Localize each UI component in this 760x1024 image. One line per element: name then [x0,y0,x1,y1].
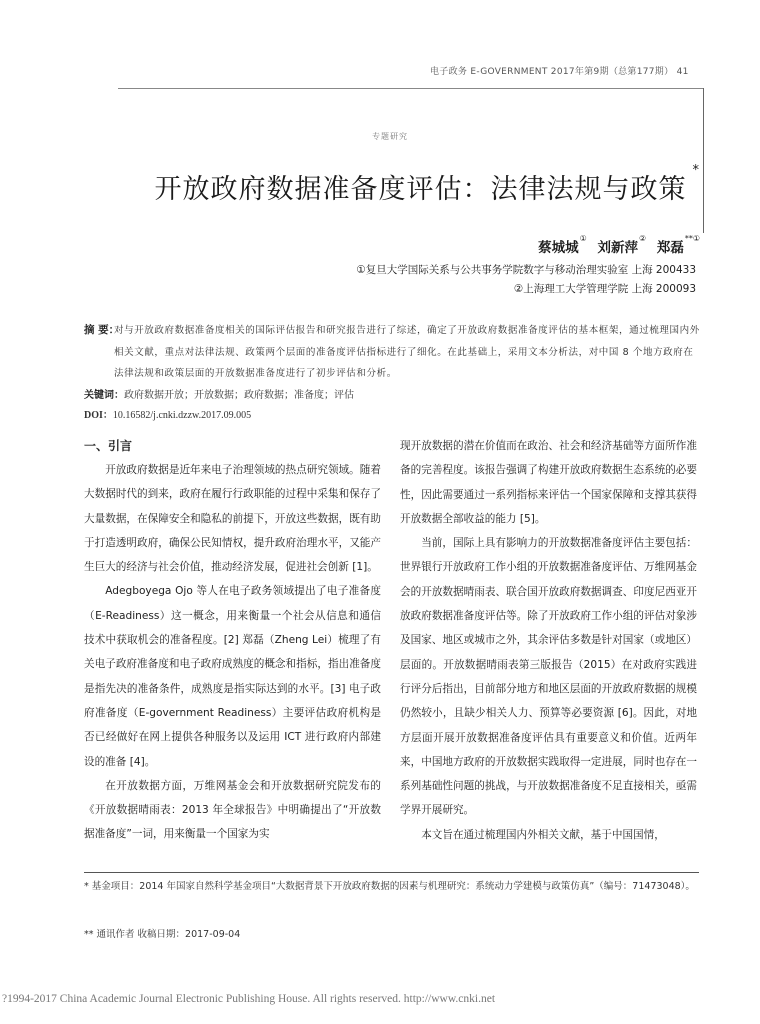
author-list [0,233,700,256]
author-name: 刘新萍 [597,240,638,256]
body-paragraph: 现开放数据的潜在价值而在政治、社会和经济基础等方面所作准备的完善程度。该报告强调了构建开放政府数据生态系统的必要性，因此需要通过一系列指标来评估一个国家保障和支撑其获得开放数据全部收益的能力 [5]。 [400,440,697,525]
body-paragraph: 开放政府数据是近年来电子治理领域的热点研究领域。随着大数据时代的到来，政府在履行行政职能的过程中采集和保存了大量数据，在保障安全和隐私的前提下，开放这些数据，既有助于打造透明政府，确保公民知情权，提升政府治理水平，又能产生巨大的经济与社会价值，推动经济发展，促进社会创新 [1]。 [84,464,381,574]
body-paragraph: 本文旨在通过梳理国内外相关文献，基于中国国情， [421,828,665,841]
abstract-text: 对与开放政府数据准备度相关的国际评估报告和研究报告进行了综述，确定了开放政府数据准备度评估的基本框架，通过梳理国内外相关文献，重点对法律法规、政策两个层面的准备度评估指标进行了细化。在此基础上，采用文本分析法，对中国 8 个地方政府在法律法规和政策层面的开放数据准备度进行了初步评估和分析。 [114,325,700,379]
paper-title [0,163,700,206]
keywords-text: 政府数据开放；开放数据；政府数据；准备度；评估 [124,390,354,401]
doi-label: DOI： [84,410,113,421]
footnote-correspondence: ** 通讯作者 收稿日期：2017-09-04 [84,929,241,940]
author-name: 蔡城城 [538,240,579,256]
body-paragraph: 当前，国际上具有影响力的开放数据准备度评估主要包括：世界银行开放政府工作小组的开放数据准备度评估、万维网基金会的开放数据晴雨表、联合国开放政府数据调查、印度尼西亚开放政府数据准备度评估等。除了开放政府工作小组的评估对象涉及国家、地区或城市之外，其余评估多数是针对国家（或地区）层面的。开放数据晴雨表第三版报告（2015）在对政府实践进行评分后指出，目前部分地方和地区层面的开放政府数据的规模仍然较小，且缺少相关人力、预算等必要资源 [6]。因此，对地方层面开展开放数据准备度评估具有重要意义和价值。近两年来，中国地方政府的开放数据实践取得一定进展，同时也存在一系列基础性问题的挑战，与开放数据准备度不足直接相关，亟需学界开展研究。 [400,537,697,817]
section-heading: 一、引言 [84,439,133,453]
section-label: 专题研究 [372,132,408,141]
keywords [84,386,354,401]
copyright-notice: ?1994-2017 China Academic Journal Electronic Publishing House. All rights reserved. http://www.cnki.net [2,993,496,1005]
keywords-label: 关键词： [84,390,124,401]
doi [84,406,251,421]
body-paragraph: 在开放数据方面，万维网基金会和开放数据研究院发布的《开放数据晴雨表：2013 年全球报告》中明确提出了“开放数据准备度”一词，用来衡量一个国家为实 [84,779,381,841]
footnote-rule [84,872,699,873]
title-footnote-mark: * [692,163,700,178]
doi-value: 10.16582/j.cnki.dzzw.2017.09.005 [112,410,252,421]
left-column [84,434,381,847]
header-rule [118,88,704,89]
body-paragraph: Adegboyega Ojo 等人在电子政务领域提出了电子准备度（E-Readiness）这一概念，用来衡量一个社会从信息和通信技术中获取机会的准备程度。[2] 郑磊（Zheng Lei）梳理了有关电子政府准备度和电子政府成熟度的概念和指标，指出准备度是指先决的准备条件，成熟度是指实际达到的水平。[3] 电子政府准备度（E-government Readiness）主要评估政府机构是否已经做好在网上提供各种服务以及运用 ICT 进行政府内部建设的准备 [4]。 [84,585,381,768]
footnote-funding: * 基金项目：2014 年国家自然科学基金项目“大数据背景下开放政府数据的因素与机理研究：系统动力学建模与政策仿真”（编号：71473048）。 [84,881,695,892]
right-column [400,434,697,847]
affiliation-line: ①复旦大学国际关系与公共事务学院数字与移动治理实验室 上海 200433 [356,264,696,276]
affiliation-line: ②上海理工大学管理学院 上海 200093 [513,283,696,295]
author-name: 郑磊 [656,240,684,256]
paper-title-text: 开放政府数据准备度评估：法律法规与政策 [154,174,687,205]
author-affiliation-mark: ① [579,233,587,243]
running-head: 电子政务 E-GOVERNMENT 2017年第9期（总第177期） 41 [430,67,689,77]
author-affiliation-mark: ② [638,233,647,243]
header-vertical-rule [703,88,704,233]
author-affiliation-mark: **① [684,233,700,243]
abstract-label: 摘 要： [84,324,120,336]
